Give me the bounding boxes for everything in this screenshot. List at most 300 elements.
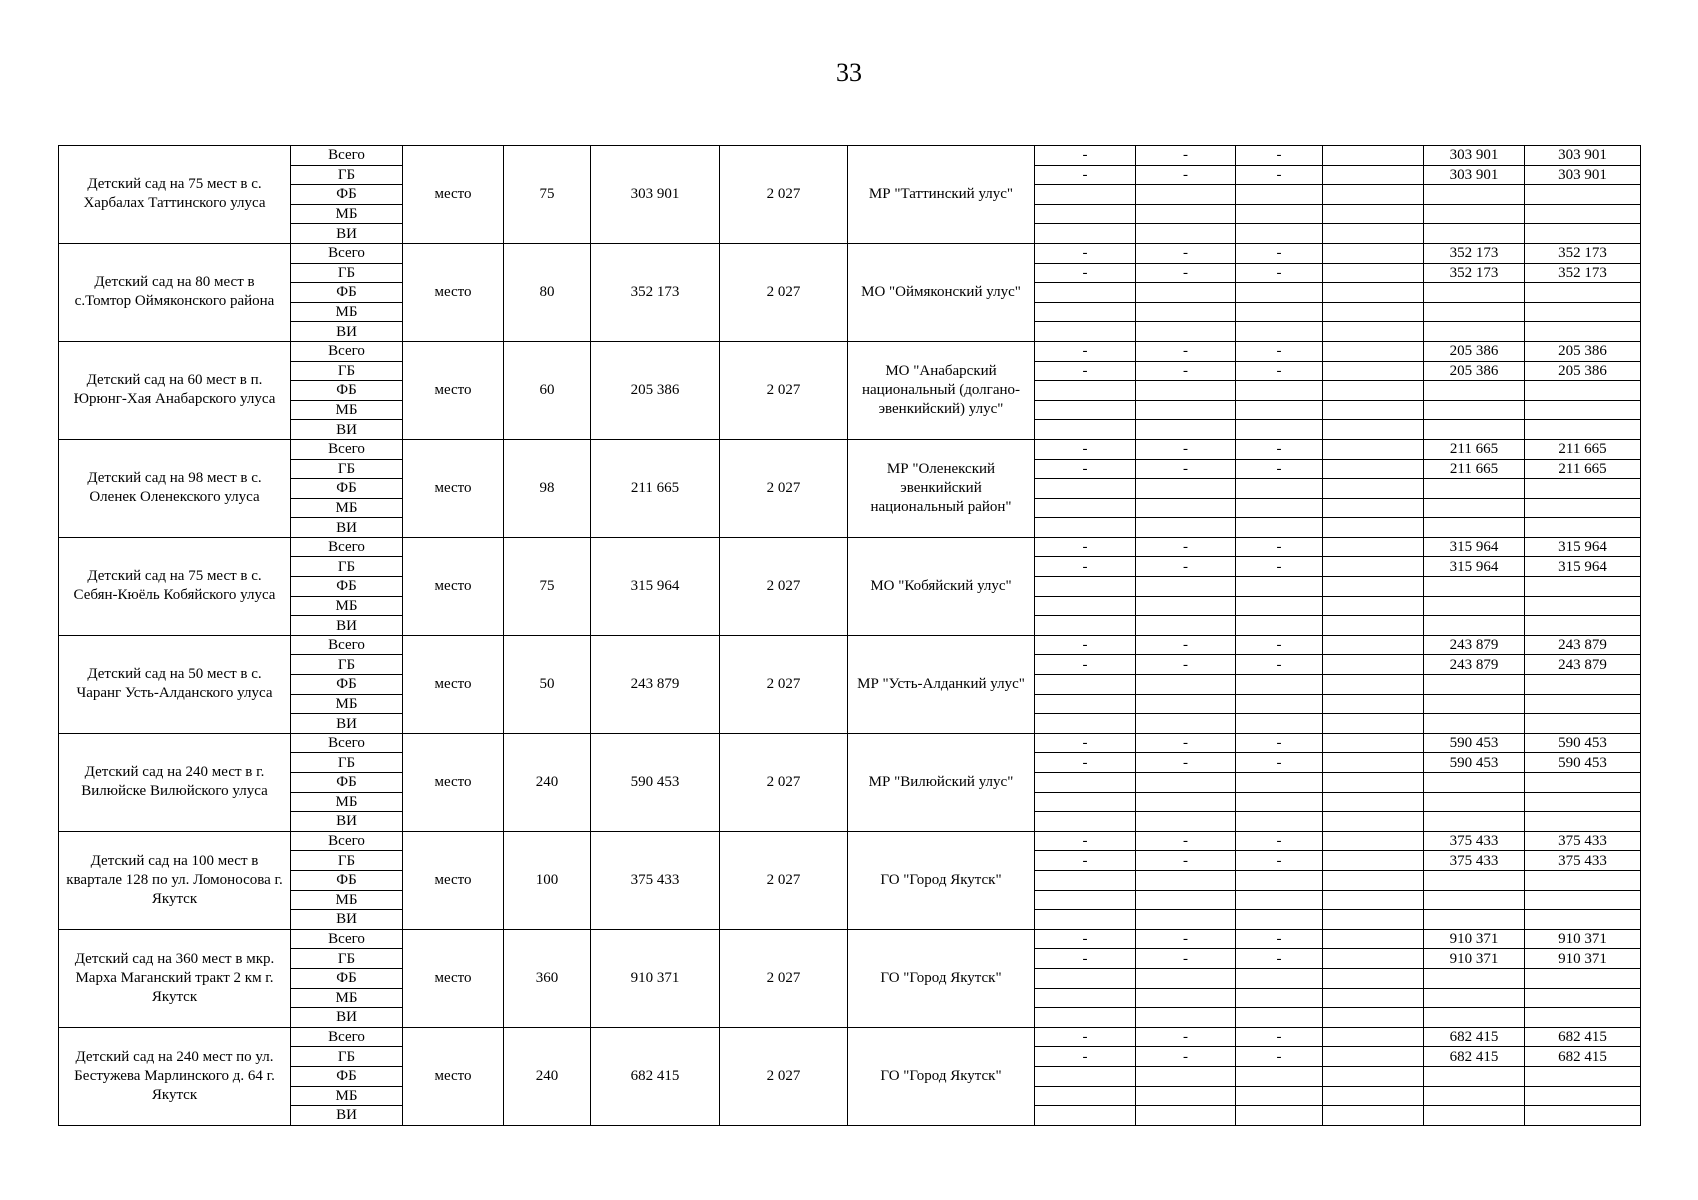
value-cell xyxy=(1236,773,1323,793)
object-name-cell: Детский сад на 75 мест в с. Себян-Кюёль Кобяйского улуса xyxy=(59,537,291,635)
year-cell: 2 027 xyxy=(720,635,848,733)
value-cell xyxy=(1323,1106,1424,1126)
funding-source-label: МБ xyxy=(291,988,403,1008)
value-cell: 352 173 xyxy=(1525,243,1641,263)
value-cell xyxy=(1136,870,1236,890)
value-cell: - xyxy=(1236,831,1323,851)
value-cell: - xyxy=(1136,243,1236,263)
municipality-cell: МР "Оленекский эвенкийский национальный район" xyxy=(848,439,1035,537)
value-cell xyxy=(1525,518,1641,538)
funding-source-label: МБ xyxy=(291,400,403,420)
value-cell: 205 386 xyxy=(1424,341,1525,361)
funding-source-label: ФБ xyxy=(291,577,403,597)
value-cell xyxy=(1136,968,1236,988)
value-cell: - xyxy=(1136,1047,1236,1067)
value-cell xyxy=(1236,988,1323,1008)
capacity-cell: 360 xyxy=(504,929,591,1027)
value-cell xyxy=(1236,420,1323,440)
unit-cell: место xyxy=(403,733,504,831)
value-cell xyxy=(1525,714,1641,734)
value-cell xyxy=(1424,479,1525,499)
value-cell xyxy=(1236,185,1323,205)
funding-source-label: ГБ xyxy=(291,1047,403,1067)
cost-cell: 682 415 xyxy=(591,1027,720,1125)
value-cell xyxy=(1424,400,1525,420)
unit-cell: место xyxy=(403,929,504,1027)
value-cell: - xyxy=(1035,439,1136,459)
funding-source-label: МБ xyxy=(291,498,403,518)
value-cell xyxy=(1323,381,1424,401)
value-cell xyxy=(1035,694,1136,714)
value-cell xyxy=(1236,616,1323,636)
cost-cell: 211 665 xyxy=(591,439,720,537)
value-cell xyxy=(1035,224,1136,244)
value-cell xyxy=(1035,890,1136,910)
value-cell: 211 665 xyxy=(1525,459,1641,479)
value-cell xyxy=(1323,773,1424,793)
funding-source-label: ГБ xyxy=(291,655,403,675)
value-cell: 243 879 xyxy=(1424,635,1525,655)
value-cell: - xyxy=(1136,146,1236,166)
value-cell xyxy=(1323,537,1424,557)
value-cell xyxy=(1525,870,1641,890)
funding-source-label: Всего xyxy=(291,929,403,949)
value-cell: 910 371 xyxy=(1525,949,1641,969)
value-cell xyxy=(1035,420,1136,440)
value-cell xyxy=(1136,400,1236,420)
value-cell xyxy=(1136,596,1236,616)
value-cell: - xyxy=(1136,341,1236,361)
value-cell xyxy=(1323,733,1424,753)
value-cell xyxy=(1323,224,1424,244)
value-cell: - xyxy=(1136,439,1236,459)
value-cell xyxy=(1236,381,1323,401)
value-cell: - xyxy=(1035,1047,1136,1067)
table-row xyxy=(59,635,1641,655)
value-cell xyxy=(1236,498,1323,518)
value-cell: 211 665 xyxy=(1525,439,1641,459)
cost-cell: 352 173 xyxy=(591,243,720,341)
funding-source-label: ГБ xyxy=(291,753,403,773)
value-cell xyxy=(1136,518,1236,538)
value-cell xyxy=(1236,577,1323,597)
value-cell xyxy=(1236,675,1323,695)
value-cell xyxy=(1323,655,1424,675)
value-cell xyxy=(1525,596,1641,616)
value-cell xyxy=(1525,910,1641,930)
capacity-cell: 98 xyxy=(504,439,591,537)
value-cell xyxy=(1424,890,1525,910)
value-cell xyxy=(1136,479,1236,499)
capacity-cell: 100 xyxy=(504,831,591,929)
funding-source-label: ФБ xyxy=(291,1066,403,1086)
value-cell xyxy=(1236,910,1323,930)
value-cell xyxy=(1323,753,1424,773)
value-cell xyxy=(1525,812,1641,832)
value-cell xyxy=(1424,792,1525,812)
value-cell xyxy=(1323,557,1424,577)
funding-source-label: ФБ xyxy=(291,773,403,793)
funding-source-label: МБ xyxy=(291,204,403,224)
value-cell: 243 879 xyxy=(1525,635,1641,655)
table-row xyxy=(59,341,1641,361)
value-cell xyxy=(1323,596,1424,616)
value-cell xyxy=(1323,185,1424,205)
value-cell: - xyxy=(1236,655,1323,675)
value-cell: - xyxy=(1236,341,1323,361)
value-cell: 910 371 xyxy=(1424,949,1525,969)
value-cell: 205 386 xyxy=(1525,361,1641,381)
object-name-cell: Детский сад на 80 мест в с.Томтор Оймяконского района xyxy=(59,243,291,341)
value-cell: 303 901 xyxy=(1424,146,1525,166)
value-cell xyxy=(1323,929,1424,949)
object-name-cell: Детский сад на 240 мест по ул. Бестужева Марлинского д. 64 г. Якутск xyxy=(59,1027,291,1125)
value-cell xyxy=(1236,1008,1323,1028)
value-cell: - xyxy=(1236,851,1323,871)
funding-source-label: ВИ xyxy=(291,910,403,930)
value-cell xyxy=(1323,1008,1424,1028)
value-cell xyxy=(1525,968,1641,988)
value-cell: - xyxy=(1035,949,1136,969)
funding-source-label: ВИ xyxy=(291,322,403,342)
funding-source-label: ФБ xyxy=(291,381,403,401)
value-cell xyxy=(1323,694,1424,714)
value-cell xyxy=(1323,910,1424,930)
value-cell xyxy=(1323,165,1424,185)
value-cell xyxy=(1323,420,1424,440)
value-cell: - xyxy=(1136,635,1236,655)
value-cell xyxy=(1136,224,1236,244)
value-cell: 315 964 xyxy=(1525,537,1641,557)
value-cell xyxy=(1424,1066,1525,1086)
value-cell xyxy=(1525,1106,1641,1126)
cost-cell: 315 964 xyxy=(591,537,720,635)
funding-source-label: Всего xyxy=(291,733,403,753)
value-cell: 352 173 xyxy=(1424,243,1525,263)
investment-table xyxy=(58,145,1641,1126)
funding-source-label: ГБ xyxy=(291,949,403,969)
value-cell xyxy=(1035,596,1136,616)
value-cell xyxy=(1525,420,1641,440)
cost-cell: 205 386 xyxy=(591,341,720,439)
municipality-cell: МО "Кобяйский улус" xyxy=(848,537,1035,635)
value-cell xyxy=(1525,577,1641,597)
value-cell: 352 173 xyxy=(1525,263,1641,283)
value-cell xyxy=(1525,694,1641,714)
capacity-cell: 60 xyxy=(504,341,591,439)
value-cell: - xyxy=(1136,165,1236,185)
funding-source-label: Всего xyxy=(291,635,403,655)
value-cell: - xyxy=(1035,459,1136,479)
value-cell xyxy=(1525,890,1641,910)
funding-source-label: ФБ xyxy=(291,968,403,988)
value-cell: 682 415 xyxy=(1525,1027,1641,1047)
value-cell: - xyxy=(1035,341,1136,361)
municipality-cell: МР "Таттинский улус" xyxy=(848,146,1035,244)
cost-cell: 375 433 xyxy=(591,831,720,929)
year-cell: 2 027 xyxy=(720,929,848,1027)
value-cell xyxy=(1136,577,1236,597)
value-cell xyxy=(1525,381,1641,401)
value-cell xyxy=(1323,675,1424,695)
value-cell xyxy=(1525,675,1641,695)
value-cell xyxy=(1136,1066,1236,1086)
value-cell xyxy=(1323,518,1424,538)
value-cell: 205 386 xyxy=(1525,341,1641,361)
value-cell: - xyxy=(1035,557,1136,577)
funding-source-label: ФБ xyxy=(291,870,403,890)
capacity-cell: 50 xyxy=(504,635,591,733)
funding-source-label: ФБ xyxy=(291,185,403,205)
funding-source-label: ГБ xyxy=(291,557,403,577)
value-cell xyxy=(1323,792,1424,812)
value-cell xyxy=(1525,1086,1641,1106)
table-row xyxy=(59,1027,1641,1047)
unit-cell: место xyxy=(403,635,504,733)
year-cell: 2 027 xyxy=(720,1027,848,1125)
value-cell xyxy=(1035,204,1136,224)
value-cell: 211 665 xyxy=(1424,439,1525,459)
value-cell xyxy=(1323,243,1424,263)
value-cell xyxy=(1323,890,1424,910)
value-cell xyxy=(1136,204,1236,224)
value-cell: - xyxy=(1035,243,1136,263)
year-cell: 2 027 xyxy=(720,733,848,831)
value-cell: - xyxy=(1136,753,1236,773)
value-cell: 682 415 xyxy=(1525,1047,1641,1067)
funding-source-label: МБ xyxy=(291,302,403,322)
unit-cell: место xyxy=(403,146,504,244)
value-cell xyxy=(1323,498,1424,518)
municipality-cell: МО "Оймяконский улус" xyxy=(848,243,1035,341)
value-cell xyxy=(1525,224,1641,244)
capacity-cell: 75 xyxy=(504,146,591,244)
value-cell: - xyxy=(1136,361,1236,381)
value-cell xyxy=(1236,283,1323,303)
capacity-cell: 240 xyxy=(504,733,591,831)
value-cell: 303 901 xyxy=(1525,165,1641,185)
value-cell xyxy=(1424,910,1525,930)
year-cell: 2 027 xyxy=(720,439,848,537)
value-cell xyxy=(1323,949,1424,969)
value-cell xyxy=(1525,204,1641,224)
funding-source-label: Всего xyxy=(291,831,403,851)
value-cell xyxy=(1424,283,1525,303)
value-cell: - xyxy=(1236,753,1323,773)
value-cell: - xyxy=(1236,557,1323,577)
value-cell xyxy=(1424,1008,1525,1028)
value-cell xyxy=(1323,439,1424,459)
municipality-cell: МР "Усть-Алданкий улус" xyxy=(848,635,1035,733)
value-cell xyxy=(1136,381,1236,401)
value-cell xyxy=(1323,635,1424,655)
funding-source-label: ФБ xyxy=(291,479,403,499)
value-cell xyxy=(1525,616,1641,636)
value-cell xyxy=(1424,224,1525,244)
value-cell: 910 371 xyxy=(1525,929,1641,949)
object-name-cell: Детский сад на 100 мест в квартале 128 по ул. Ломоносова г. Якутск xyxy=(59,831,291,929)
funding-source-label: МБ xyxy=(291,1086,403,1106)
value-cell xyxy=(1323,1027,1424,1047)
value-cell xyxy=(1323,263,1424,283)
capacity-cell: 80 xyxy=(504,243,591,341)
unit-cell: место xyxy=(403,537,504,635)
value-cell xyxy=(1323,361,1424,381)
object-name-cell: Детский сад на 60 мест в п. Юрюнг-Хая Анабарского улуса xyxy=(59,341,291,439)
value-cell: - xyxy=(1035,537,1136,557)
municipality-cell: МР "Вилюйский улус" xyxy=(848,733,1035,831)
value-cell xyxy=(1136,1106,1236,1126)
object-name-cell: Детский сад на 360 мест в мкр. Марха Маганский тракт 2 км г. Якутск xyxy=(59,929,291,1027)
value-cell xyxy=(1424,420,1525,440)
value-cell xyxy=(1136,322,1236,342)
value-cell: - xyxy=(1136,537,1236,557)
value-cell: - xyxy=(1035,655,1136,675)
value-cell: - xyxy=(1035,361,1136,381)
value-cell: 211 665 xyxy=(1424,459,1525,479)
table-row xyxy=(59,439,1641,459)
value-cell xyxy=(1323,146,1424,166)
value-cell: 375 433 xyxy=(1424,851,1525,871)
value-cell: - xyxy=(1136,929,1236,949)
value-cell xyxy=(1136,694,1236,714)
value-cell xyxy=(1136,185,1236,205)
value-cell: - xyxy=(1035,851,1136,871)
funding-source-label: ГБ xyxy=(291,851,403,871)
value-cell: - xyxy=(1035,263,1136,283)
municipality-cell: МО "Анабарский национальный (долгано-эвенкийский) улус" xyxy=(848,341,1035,439)
funding-source-label: Всего xyxy=(291,537,403,557)
value-cell xyxy=(1035,812,1136,832)
value-cell xyxy=(1236,694,1323,714)
value-cell xyxy=(1236,968,1323,988)
value-cell: - xyxy=(1236,243,1323,263)
value-cell xyxy=(1525,302,1641,322)
value-cell xyxy=(1035,518,1136,538)
funding-source-label: МБ xyxy=(291,596,403,616)
capacity-cell: 240 xyxy=(504,1027,591,1125)
value-cell xyxy=(1323,851,1424,871)
value-cell: - xyxy=(1236,263,1323,283)
value-cell xyxy=(1236,596,1323,616)
value-cell xyxy=(1136,988,1236,1008)
unit-cell: место xyxy=(403,439,504,537)
value-cell xyxy=(1035,400,1136,420)
value-cell xyxy=(1424,1086,1525,1106)
value-cell: - xyxy=(1236,361,1323,381)
value-cell xyxy=(1035,498,1136,518)
value-cell: 590 453 xyxy=(1525,733,1641,753)
value-cell xyxy=(1035,577,1136,597)
year-cell: 2 027 xyxy=(720,341,848,439)
value-cell: - xyxy=(1035,635,1136,655)
value-cell xyxy=(1323,204,1424,224)
value-cell: - xyxy=(1236,165,1323,185)
value-cell: 352 173 xyxy=(1424,263,1525,283)
value-cell: 590 453 xyxy=(1525,753,1641,773)
value-cell xyxy=(1136,773,1236,793)
value-cell xyxy=(1424,1106,1525,1126)
value-cell: - xyxy=(1035,831,1136,851)
value-cell xyxy=(1323,714,1424,734)
object-name-cell: Детский сад на 75 мест в с. Харбалах Таттинского улуса xyxy=(59,146,291,244)
value-cell xyxy=(1236,518,1323,538)
value-cell: - xyxy=(1035,733,1136,753)
value-cell xyxy=(1323,870,1424,890)
funding-source-label: ФБ xyxy=(291,283,403,303)
funding-source-label: МБ xyxy=(291,694,403,714)
value-cell xyxy=(1424,518,1525,538)
value-cell xyxy=(1136,1008,1236,1028)
value-cell: 243 879 xyxy=(1424,655,1525,675)
value-cell: - xyxy=(1136,851,1236,871)
value-cell xyxy=(1035,675,1136,695)
value-cell xyxy=(1525,283,1641,303)
table-row xyxy=(59,929,1641,949)
value-cell xyxy=(1035,616,1136,636)
funding-source-label: МБ xyxy=(291,792,403,812)
funding-source-label: ВИ xyxy=(291,1008,403,1028)
value-cell xyxy=(1323,968,1424,988)
value-cell xyxy=(1035,1008,1136,1028)
value-cell xyxy=(1424,577,1525,597)
value-cell: - xyxy=(1236,146,1323,166)
value-cell xyxy=(1424,498,1525,518)
funding-source-label: МБ xyxy=(291,890,403,910)
value-cell: - xyxy=(1035,929,1136,949)
value-cell xyxy=(1323,831,1424,851)
value-cell: 375 433 xyxy=(1525,831,1641,851)
cost-cell: 303 901 xyxy=(591,146,720,244)
funding-source-label: Всего xyxy=(291,146,403,166)
value-cell xyxy=(1424,204,1525,224)
value-cell xyxy=(1323,577,1424,597)
value-cell xyxy=(1525,185,1641,205)
value-cell: - xyxy=(1136,949,1236,969)
funding-source-label: ВИ xyxy=(291,714,403,734)
value-cell xyxy=(1424,714,1525,734)
value-cell xyxy=(1136,890,1236,910)
value-cell xyxy=(1525,988,1641,1008)
value-cell xyxy=(1323,812,1424,832)
value-cell xyxy=(1035,714,1136,734)
value-cell xyxy=(1236,870,1323,890)
value-cell xyxy=(1323,616,1424,636)
value-cell xyxy=(1035,381,1136,401)
page-number: 33 xyxy=(836,58,862,87)
value-cell xyxy=(1035,988,1136,1008)
value-cell: - xyxy=(1236,929,1323,949)
capacity-cell: 75 xyxy=(504,537,591,635)
funding-source-label: ВИ xyxy=(291,812,403,832)
value-cell xyxy=(1136,616,1236,636)
funding-source-label: ГБ xyxy=(291,165,403,185)
value-cell: 682 415 xyxy=(1424,1027,1525,1047)
value-cell xyxy=(1424,988,1525,1008)
value-cell: - xyxy=(1035,165,1136,185)
value-cell xyxy=(1424,968,1525,988)
year-cell: 2 027 xyxy=(720,146,848,244)
value-cell: 205 386 xyxy=(1424,361,1525,381)
table-row xyxy=(59,537,1641,557)
value-cell: - xyxy=(1035,753,1136,773)
value-cell xyxy=(1236,1066,1323,1086)
value-cell xyxy=(1236,479,1323,499)
value-cell xyxy=(1136,420,1236,440)
value-cell: 682 415 xyxy=(1424,1047,1525,1067)
cost-cell: 243 879 xyxy=(591,635,720,733)
value-cell xyxy=(1035,792,1136,812)
